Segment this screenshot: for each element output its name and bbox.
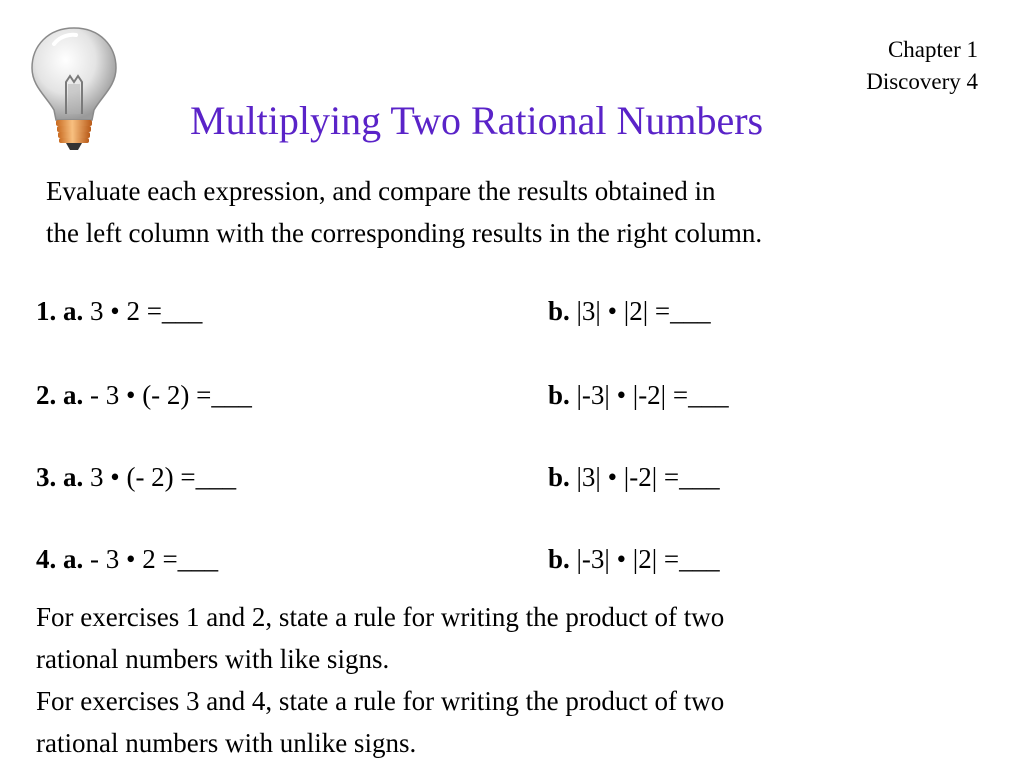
part-label: a. (63, 296, 84, 326)
rules-prompt (36, 596, 996, 764)
exercise-4b (548, 542, 720, 576)
exercise-1a (36, 294, 202, 328)
part-label: b. (548, 544, 570, 574)
expression: - 3 • (- 2) =___ (90, 380, 252, 410)
exercise-2b (548, 378, 729, 412)
expression: |-3| • |2| =___ (576, 544, 720, 574)
rules-line-2: rational numbers with like signs. (36, 644, 390, 674)
instructions-line-1: Evaluate each expression, and compare the results obtained in (46, 176, 716, 206)
instructions-line-2: the left column with the corresponding results in the right column. (46, 218, 763, 248)
part-label: b. (548, 462, 570, 492)
part-label: b. (548, 296, 570, 326)
exercise-number: 1. (36, 296, 57, 326)
exercise-3b (548, 460, 720, 494)
page-title: Multiplying Two Rational Numbers (190, 98, 764, 143)
part-label: a. (63, 462, 84, 492)
part-label: b. (548, 380, 570, 410)
exercise-1b (548, 294, 711, 328)
instructions (46, 170, 986, 254)
light-bulb-icon (26, 24, 122, 152)
expression: 3 • (- 2) =___ (90, 462, 237, 492)
exercise-2a (36, 378, 252, 412)
exercise-4a (36, 542, 218, 576)
expression: |-3| • |-2| =___ (576, 380, 729, 410)
chapter-number: Chapter 1 (887, 37, 978, 62)
rules-line-4: rational numbers with unlike signs. (36, 728, 417, 758)
part-label: a. (63, 380, 84, 410)
exercise-number: 2. (36, 380, 57, 410)
chapter-label (866, 34, 978, 98)
expression: - 3 • 2 =___ (90, 544, 219, 574)
exercise-3a (36, 460, 236, 494)
rules-line-1: For exercises 1 and 2, state a rule for writing the product of two (36, 602, 725, 632)
expression: 3 • 2 =___ (90, 296, 203, 326)
rules-line-3: For exercises 3 and 4, state a rule for writing the product of two (36, 686, 725, 716)
part-label: a. (63, 544, 84, 574)
exercise-number: 4. (36, 544, 57, 574)
expression: |3| • |2| =___ (576, 296, 711, 326)
exercise-number: 3. (36, 462, 57, 492)
expression: |3| • |-2| =___ (576, 462, 720, 492)
discovery-number: Discovery 4 (866, 69, 978, 94)
